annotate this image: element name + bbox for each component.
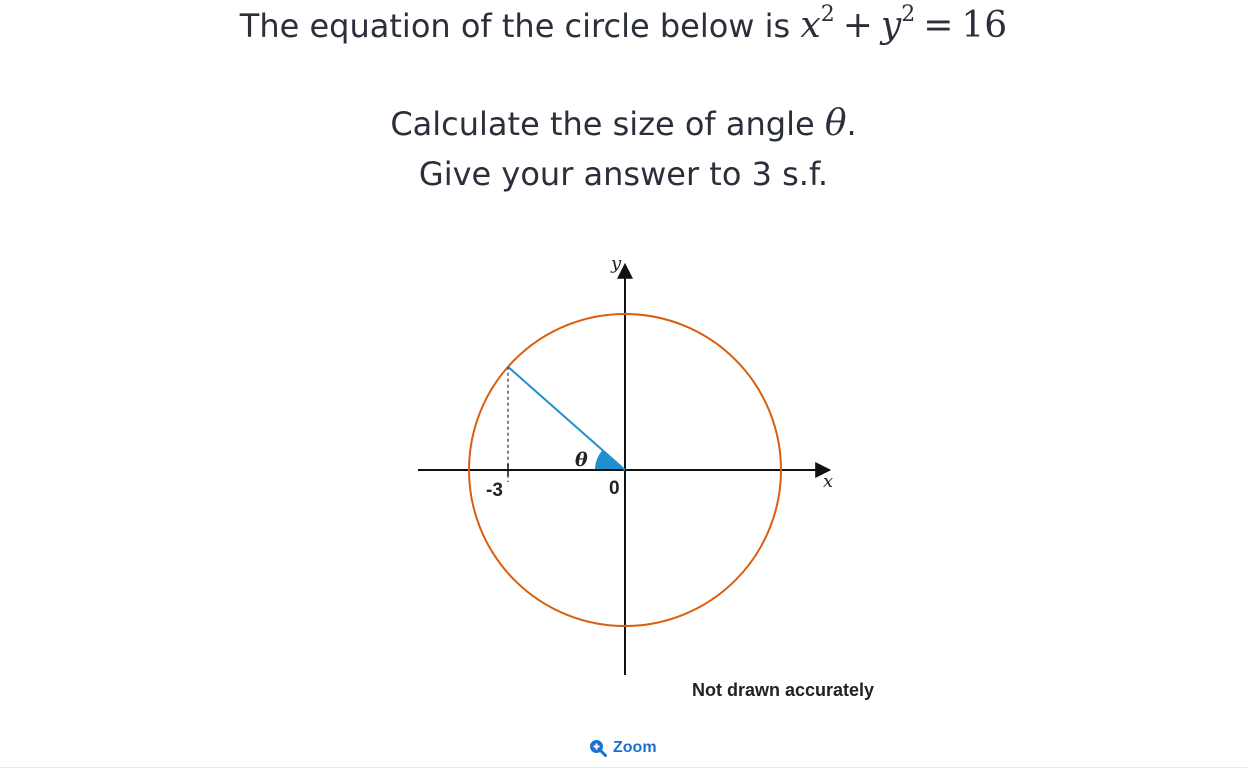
zoom-label: Zoom — [613, 739, 657, 756]
x-axis-label: x — [823, 471, 834, 492]
bottom-divider — [0, 767, 1247, 768]
radius-line — [508, 367, 625, 470]
question-instruction-text: Calculate the size of angle — [390, 105, 815, 143]
tick-label-minus-3: -3 — [486, 480, 503, 501]
zoom-in-icon — [589, 739, 607, 757]
not-drawn-accurately-note: Not drawn accurately — [692, 680, 875, 700]
circle-equation: $x^2 + y^2 = 16$ — [800, 2, 1008, 46]
zoom-button[interactable] — [589, 737, 657, 759]
question-period: . — [846, 105, 857, 143]
tick-label-zero: 0 — [609, 478, 620, 499]
question-line-3: Give your answer to 3 s.f. — [418, 155, 829, 193]
question-intro-text: The equation of the circle below is — [239, 7, 791, 45]
theta-symbol: θ — [824, 103, 847, 144]
y-axis-label: y — [611, 253, 622, 274]
angle-theta-label: θ — [575, 449, 588, 471]
